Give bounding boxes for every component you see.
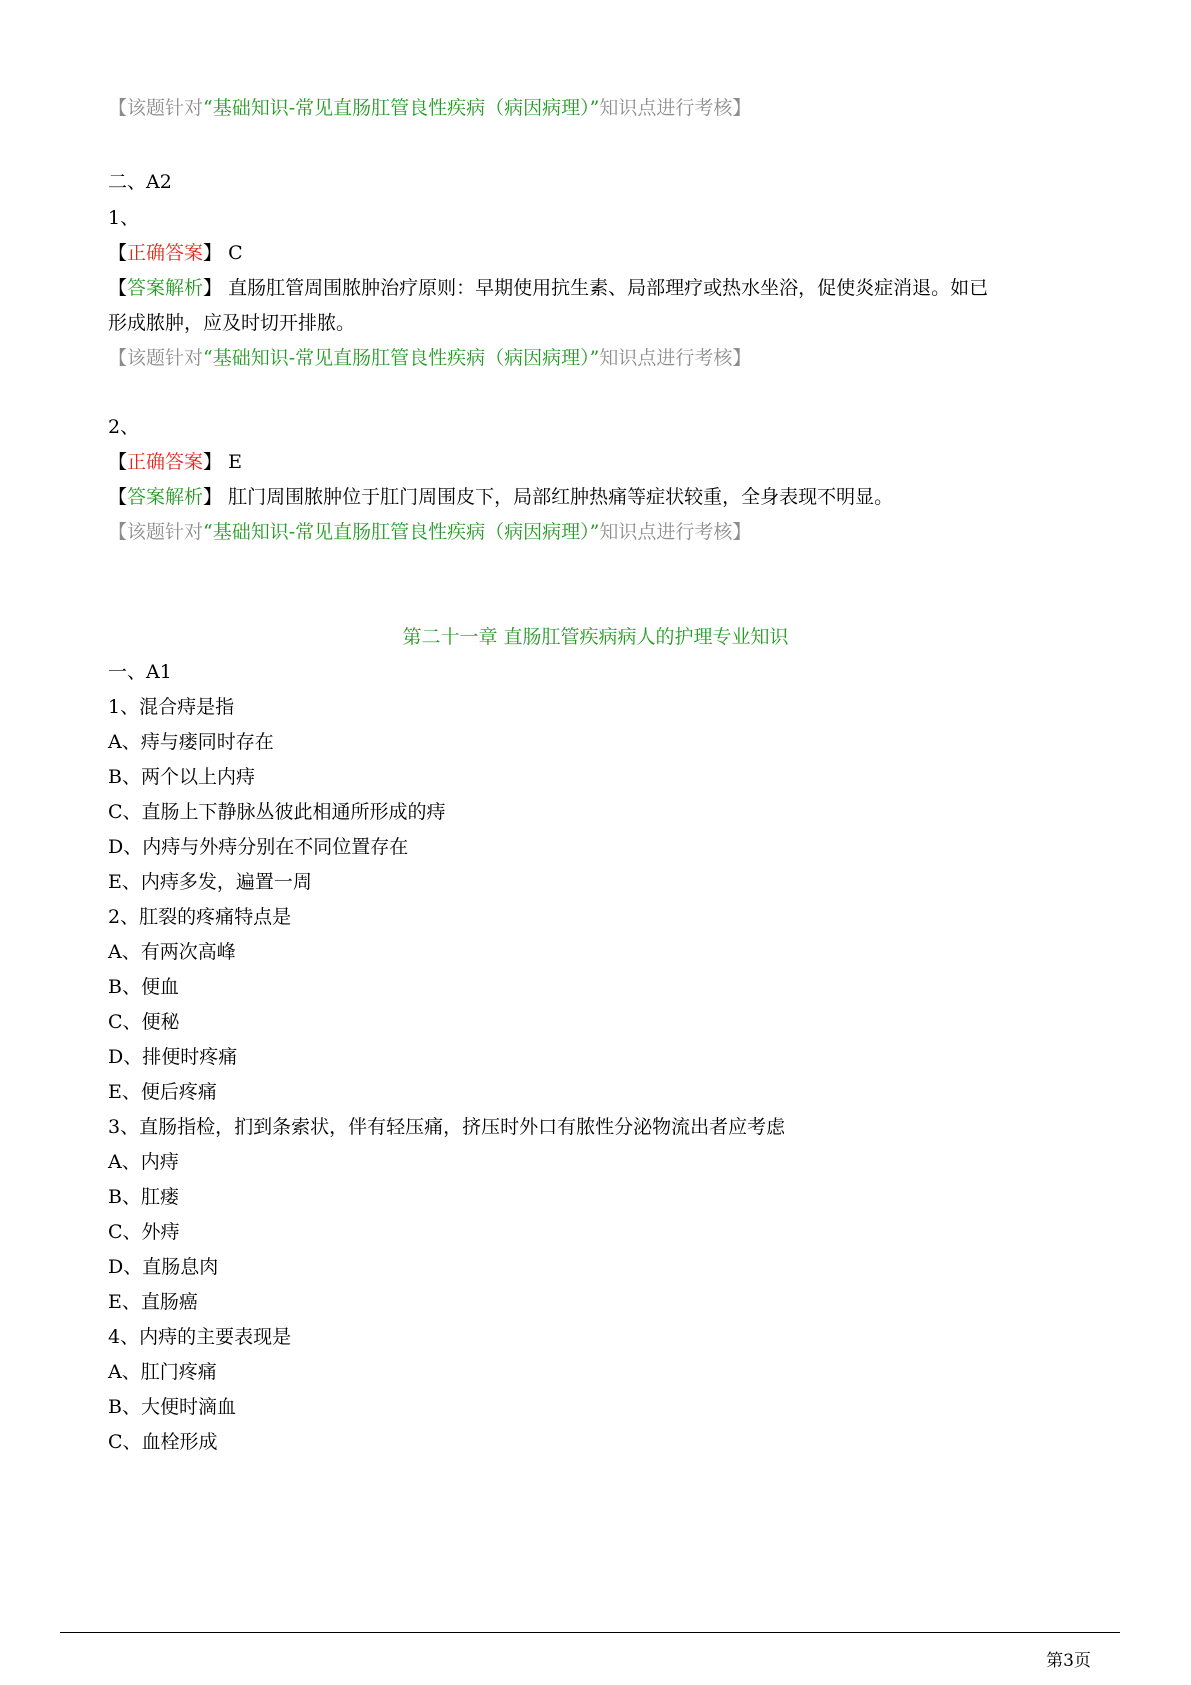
answer-option: E、便后疼痛 (108, 1081, 217, 1103)
answer-analysis: 【答案解析】 直肠肛管周围脓肿治疗原则：早期使用抗生素、局部理疗或热水坐浴，促使炎症消退。如已 (108, 277, 989, 299)
answer-option: A、痔与瘘同时存在 (108, 731, 274, 753)
question-number: 2、 (108, 416, 140, 438)
question-stem: 1、混合痔是指 (108, 696, 235, 718)
question-number: 1、 (108, 207, 140, 229)
answer-option: B、两个以上内痔 (108, 766, 255, 788)
answer-option: E、内痔多发，遍置一周 (108, 871, 312, 893)
answer-option: C、直肠上下静脉丛彼此相通所形成的痔 (108, 801, 446, 823)
answer-option: A、有两次高峰 (108, 941, 236, 963)
topic-note: 【该题针对“基础知识-常见直肠肛管良性疾病（病因病理）”知识点进行考核】 (108, 347, 752, 369)
answer-option: C、血栓形成 (108, 1431, 218, 1453)
topic-note: 【该题针对“基础知识-常见直肠肛管良性疾病（病因病理）”知识点进行考核】 (108, 97, 752, 119)
question-stem: 2、肛裂的疼痛特点是 (108, 906, 292, 928)
answer-option: C、便秘 (108, 1011, 180, 1033)
topic-note: 【该题针对“基础知识-常见直肠肛管良性疾病（病因病理）”知识点进行考核】 (108, 521, 752, 543)
answer-option: A、肛门疼痛 (108, 1361, 217, 1383)
page-number: 第3页 (1046, 1651, 1091, 1671)
correct-answer: 【正确答案】 E (108, 451, 242, 473)
answer-analysis-continued: 形成脓肿，应及时切开排脓。 (108, 312, 356, 334)
footer-rule (60, 1632, 1120, 1633)
answer-analysis: 【答案解析】 肛门周围脓肿位于肛门周围皮下，局部红肿热痛等症状较重，全身表现不明显。 (108, 486, 894, 508)
answer-option: A、内痔 (108, 1151, 179, 1173)
answer-option: C、外痔 (108, 1221, 180, 1243)
section-heading-a2: 二、A2 (108, 171, 172, 193)
question-stem: 3、直肠指检，扪到条索状，伴有轻压痛，挤压时外口有脓性分泌物流出者应考虑 (108, 1116, 786, 1138)
answer-option: B、大便时滴血 (108, 1396, 236, 1418)
answer-option: B、便血 (108, 976, 179, 998)
answer-option: D、直肠息肉 (108, 1256, 219, 1278)
answer-option: D、排便时疼痛 (108, 1046, 238, 1068)
chapter-title: 第二十一章 直肠肛管疾病病人的护理专业知识 (402, 626, 789, 648)
correct-answer: 【正确答案】 C (108, 242, 243, 264)
section-heading-a1: 一、A1 (108, 661, 172, 683)
answer-option: D、内痔与外痔分别在不同位置存在 (108, 836, 409, 858)
answer-option: B、肛瘘 (108, 1186, 179, 1208)
answer-option: E、直肠癌 (108, 1291, 198, 1313)
question-stem: 4、内痔的主要表现是 (108, 1326, 292, 1348)
